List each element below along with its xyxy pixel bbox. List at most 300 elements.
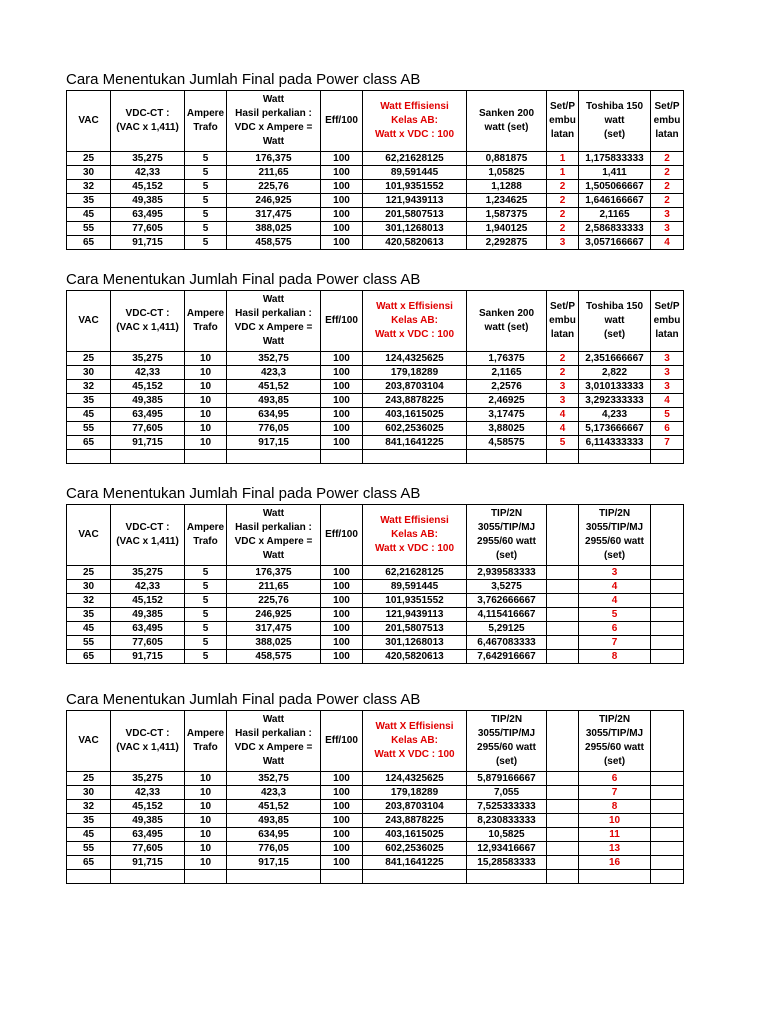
header-device-b: TIP/2N 3055/TIP/MJ 2955/60 watt (set) xyxy=(579,711,651,772)
cell-set-b: 4 xyxy=(651,394,684,408)
header-watt: Watt Hasil perkalian : VDC x Ampere = Watt xyxy=(227,505,321,566)
cell-eff: 100 xyxy=(321,608,363,622)
cell-vdc-ct: 49,385 xyxy=(111,194,185,208)
cell-ampere-trafo: 10 xyxy=(185,366,227,380)
header-eff: Eff/100 xyxy=(321,291,363,352)
cell-set-b xyxy=(651,828,684,842)
cell-device-b: 6 xyxy=(579,622,651,636)
cell-watt: 211,65 xyxy=(227,166,321,180)
cell-watt-effisiensi: 301,1268013 xyxy=(363,636,467,650)
table-row xyxy=(67,408,684,422)
cell-device-a: 8,230833333 xyxy=(467,814,547,828)
cell-device-b: 11 xyxy=(579,828,651,842)
cell-device-a: 0,881875 xyxy=(467,152,547,166)
cell-vac: 30 xyxy=(67,166,111,180)
cell-watt: 458,575 xyxy=(227,236,321,250)
cell-vac: 32 xyxy=(67,380,111,394)
cell-vdc-ct: 45,152 xyxy=(111,800,185,814)
header-ampere-trafo: Ampere Trafo xyxy=(185,291,227,352)
empty-cell xyxy=(579,870,651,884)
cell-set-b: 3 xyxy=(651,222,684,236)
empty-cell xyxy=(651,450,684,464)
cell-device-b: 3,010133333 xyxy=(579,380,651,394)
header-device-a: TIP/2N 3055/TIP/MJ 2955/60 watt (set) xyxy=(467,505,547,566)
table-row xyxy=(67,814,684,828)
cell-watt-effisiensi: 179,18289 xyxy=(363,366,467,380)
cell-vac: 65 xyxy=(67,236,111,250)
cell-vdc-ct: 42,33 xyxy=(111,580,185,594)
cell-eff: 100 xyxy=(321,842,363,856)
cell-vac: 45 xyxy=(67,828,111,842)
cell-set-a xyxy=(547,566,579,580)
cell-set-b: 4 xyxy=(651,236,684,250)
header-device-b: Toshiba 150 watt (set) xyxy=(579,91,651,152)
cell-set-b: 2 xyxy=(651,152,684,166)
cell-device-a: 1,05825 xyxy=(467,166,547,180)
header-eff: Eff/100 xyxy=(321,711,363,772)
cell-watt: 225,76 xyxy=(227,180,321,194)
cell-set-b xyxy=(651,772,684,786)
cell-device-b: 1,646166667 xyxy=(579,194,651,208)
cell-vdc-ct: 45,152 xyxy=(111,594,185,608)
table-row xyxy=(67,436,684,450)
table-row xyxy=(67,352,684,366)
cell-set-b xyxy=(651,594,684,608)
cell-vdc-ct: 35,275 xyxy=(111,152,185,166)
cell-device-a: 2,2576 xyxy=(467,380,547,394)
cell-ampere-trafo: 10 xyxy=(185,814,227,828)
cell-set-a xyxy=(547,608,579,622)
header-watt-effisiensi: Watt Effisiensi Kelas AB: Watt x VDC : 100 xyxy=(363,91,467,152)
cell-vac: 35 xyxy=(67,608,111,622)
header-vdc-ct: VDC-CT : (VAC x 1,411) xyxy=(111,505,185,566)
header-ampere-trafo: Ampere Trafo xyxy=(185,711,227,772)
cell-vac: 65 xyxy=(67,650,111,664)
cell-watt: 451,52 xyxy=(227,800,321,814)
cell-set-b: 3 xyxy=(651,208,684,222)
header-row xyxy=(67,711,684,772)
cell-vdc-ct: 49,385 xyxy=(111,608,185,622)
header-vdc-ct: VDC-CT : (VAC x 1,411) xyxy=(111,91,185,152)
table-body xyxy=(67,91,684,250)
cell-device-a: 12,93416667 xyxy=(467,842,547,856)
table-body xyxy=(67,505,684,664)
cell-set-b: 2 xyxy=(651,194,684,208)
cell-vdc-ct: 63,495 xyxy=(111,622,185,636)
cell-vac: 35 xyxy=(67,814,111,828)
table-row xyxy=(67,608,684,622)
header-row xyxy=(67,91,684,152)
cell-device-a: 1,940125 xyxy=(467,222,547,236)
cell-eff: 100 xyxy=(321,786,363,800)
table-row xyxy=(67,594,684,608)
cell-ampere-trafo: 5 xyxy=(185,566,227,580)
cell-watt: 776,05 xyxy=(227,842,321,856)
table-row xyxy=(67,194,684,208)
cell-device-b: 2,1165 xyxy=(579,208,651,222)
cell-vdc-ct: 42,33 xyxy=(111,786,185,800)
cell-ampere-trafo: 10 xyxy=(185,394,227,408)
header-set-a xyxy=(547,505,579,566)
cell-device-a: 10,5825 xyxy=(467,828,547,842)
cell-device-b: 7 xyxy=(579,636,651,650)
cell-set-b: 3 xyxy=(651,366,684,380)
cell-watt-effisiensi: 203,8703104 xyxy=(363,800,467,814)
header-device-b: Toshiba 150 watt (set) xyxy=(579,291,651,352)
cell-ampere-trafo: 5 xyxy=(185,622,227,636)
cell-vdc-ct: 45,152 xyxy=(111,180,185,194)
cell-set-b: 5 xyxy=(651,408,684,422)
cell-watt: 917,15 xyxy=(227,436,321,450)
cell-watt: 388,025 xyxy=(227,222,321,236)
cell-device-b: 3,292333333 xyxy=(579,394,651,408)
cell-vdc-ct: 77,605 xyxy=(111,222,185,236)
cell-watt-effisiensi: 89,591445 xyxy=(363,580,467,594)
cell-device-b: 5 xyxy=(579,608,651,622)
header-watt: Watt Hasil perkalian : VDC x Ampere = Watt xyxy=(227,91,321,152)
cell-set-b: 3 xyxy=(651,380,684,394)
cell-eff: 100 xyxy=(321,352,363,366)
empty-cell xyxy=(111,870,185,884)
empty-cell xyxy=(651,870,684,884)
table-row xyxy=(67,622,684,636)
cell-eff: 100 xyxy=(321,408,363,422)
cell-watt-effisiensi: 101,9351552 xyxy=(363,180,467,194)
header-row xyxy=(67,505,684,566)
cell-watt: 634,95 xyxy=(227,408,321,422)
cell-device-a: 7,642916667 xyxy=(467,650,547,664)
header-vac: VAC xyxy=(67,505,111,566)
cell-watt-effisiensi: 420,5820613 xyxy=(363,236,467,250)
header-set-b: Set/P embu latan xyxy=(651,291,684,352)
cell-vdc-ct: 77,605 xyxy=(111,842,185,856)
cell-watt: 246,925 xyxy=(227,608,321,622)
cell-set-a xyxy=(547,828,579,842)
power-table-2 xyxy=(66,290,684,464)
cell-eff: 100 xyxy=(321,152,363,166)
cell-watt: 388,025 xyxy=(227,636,321,650)
cell-set-a xyxy=(547,636,579,650)
cell-ampere-trafo: 5 xyxy=(185,180,227,194)
cell-ampere-trafo: 5 xyxy=(185,222,227,236)
cell-ampere-trafo: 10 xyxy=(185,380,227,394)
cell-eff: 100 xyxy=(321,236,363,250)
cell-ampere-trafo: 5 xyxy=(185,594,227,608)
table-row xyxy=(67,236,684,250)
header-watt-effisiensi: Watt Effisiensi Kelas AB: Watt x VDC : 100 xyxy=(363,505,467,566)
cell-watt: 317,475 xyxy=(227,208,321,222)
table-row xyxy=(67,380,684,394)
header-device-a: Sanken 200 watt (set) xyxy=(467,291,547,352)
cell-watt-effisiensi: 201,5807513 xyxy=(363,622,467,636)
cell-device-b: 6,114333333 xyxy=(579,436,651,450)
section-title: Cara Menentukan Jumlah Final pada Power class AB xyxy=(66,271,421,288)
cell-eff: 100 xyxy=(321,422,363,436)
cell-set-b: 3 xyxy=(651,352,684,366)
header-ampere-trafo: Ampere Trafo xyxy=(185,505,227,566)
cell-watt-effisiensi: 124,4325625 xyxy=(363,352,467,366)
cell-set-b xyxy=(651,786,684,800)
cell-vac: 32 xyxy=(67,800,111,814)
cell-vac: 30 xyxy=(67,786,111,800)
empty-cell xyxy=(227,870,321,884)
cell-vac: 32 xyxy=(67,594,111,608)
cell-watt-effisiensi: 301,1268013 xyxy=(363,222,467,236)
cell-ampere-trafo: 10 xyxy=(185,786,227,800)
header-set-a: Set/P embu latan xyxy=(547,91,579,152)
cell-vac: 45 xyxy=(67,408,111,422)
cell-vdc-ct: 63,495 xyxy=(111,208,185,222)
cell-watt-effisiensi: 89,591445 xyxy=(363,166,467,180)
empty-cell xyxy=(547,450,579,464)
cell-watt: 246,925 xyxy=(227,194,321,208)
section-title: Cara Menentukan Jumlah Final pada Power class AB xyxy=(66,71,421,88)
empty-cell xyxy=(227,450,321,464)
cell-eff: 100 xyxy=(321,180,363,194)
cell-set-a: 2 xyxy=(547,352,579,366)
cell-vdc-ct: 35,275 xyxy=(111,352,185,366)
cell-ampere-trafo: 10 xyxy=(185,408,227,422)
cell-watt-effisiensi: 403,1615025 xyxy=(363,408,467,422)
cell-ampere-trafo: 10 xyxy=(185,828,227,842)
cell-watt: 423,3 xyxy=(227,366,321,380)
cell-watt-effisiensi: 203,8703104 xyxy=(363,380,467,394)
header-set-b xyxy=(651,505,684,566)
table-row xyxy=(67,842,684,856)
power-table-4 xyxy=(66,710,684,884)
header-eff: Eff/100 xyxy=(321,505,363,566)
cell-set-b: 6 xyxy=(651,422,684,436)
header-row xyxy=(67,291,684,352)
cell-device-b: 1,175833333 xyxy=(579,152,651,166)
cell-ampere-trafo: 5 xyxy=(185,636,227,650)
empty-cell xyxy=(363,450,467,464)
cell-watt: 317,475 xyxy=(227,622,321,636)
cell-eff: 100 xyxy=(321,208,363,222)
table-row xyxy=(67,580,684,594)
cell-eff: 100 xyxy=(321,856,363,870)
cell-set-a xyxy=(547,594,579,608)
cell-vac: 25 xyxy=(67,352,111,366)
cell-device-a: 2,939583333 xyxy=(467,566,547,580)
section-2 xyxy=(66,270,684,464)
cell-vac: 25 xyxy=(67,152,111,166)
cell-eff: 100 xyxy=(321,650,363,664)
empty-cell xyxy=(67,870,111,884)
cell-ampere-trafo: 10 xyxy=(185,842,227,856)
table-body xyxy=(67,711,684,884)
cell-watt-effisiensi: 841,1641225 xyxy=(363,436,467,450)
cell-vdc-ct: 77,605 xyxy=(111,422,185,436)
table-row xyxy=(67,786,684,800)
cell-watt-effisiensi: 420,5820613 xyxy=(363,650,467,664)
cell-set-a xyxy=(547,580,579,594)
cell-ampere-trafo: 5 xyxy=(185,166,227,180)
cell-set-a xyxy=(547,814,579,828)
cell-device-a: 4,115416667 xyxy=(467,608,547,622)
header-device-a: Sanken 200 watt (set) xyxy=(467,91,547,152)
cell-vac: 45 xyxy=(67,208,111,222)
cell-watt: 634,95 xyxy=(227,828,321,842)
cell-vac: 35 xyxy=(67,194,111,208)
cell-watt: 352,75 xyxy=(227,352,321,366)
cell-watt: 352,75 xyxy=(227,772,321,786)
cell-watt: 776,05 xyxy=(227,422,321,436)
cell-ampere-trafo: 5 xyxy=(185,608,227,622)
cell-eff: 100 xyxy=(321,622,363,636)
cell-device-a: 2,46925 xyxy=(467,394,547,408)
cell-device-a: 3,88025 xyxy=(467,422,547,436)
cell-watt-effisiensi: 201,5807513 xyxy=(363,208,467,222)
header-device-a: TIP/2N 3055/TIP/MJ 2955/60 watt (set) xyxy=(467,711,547,772)
section-4 xyxy=(66,690,684,884)
cell-device-b: 2,822 xyxy=(579,366,651,380)
cell-watt-effisiensi: 841,1641225 xyxy=(363,856,467,870)
cell-device-b: 1,505066667 xyxy=(579,180,651,194)
cell-watt: 423,3 xyxy=(227,786,321,800)
empty-cell xyxy=(321,450,363,464)
cell-watt-effisiensi: 62,21628125 xyxy=(363,566,467,580)
cell-vdc-ct: 35,275 xyxy=(111,566,185,580)
table-row xyxy=(67,800,684,814)
cell-vac: 55 xyxy=(67,222,111,236)
cell-device-b: 10 xyxy=(579,814,651,828)
cell-watt: 176,375 xyxy=(227,152,321,166)
table-row xyxy=(67,166,684,180)
cell-eff: 100 xyxy=(321,800,363,814)
cell-vdc-ct: 77,605 xyxy=(111,636,185,650)
cell-device-a: 3,5275 xyxy=(467,580,547,594)
cell-vac: 25 xyxy=(67,772,111,786)
section-title: Cara Menentukan Jumlah Final pada Power class AB xyxy=(66,485,421,502)
cell-device-a: 3,17475 xyxy=(467,408,547,422)
cell-set-a xyxy=(547,650,579,664)
empty-cell xyxy=(467,450,547,464)
cell-set-b xyxy=(651,636,684,650)
cell-watt: 211,65 xyxy=(227,580,321,594)
empty-cell xyxy=(467,870,547,884)
table-row xyxy=(67,650,684,664)
cell-device-a: 5,29125 xyxy=(467,622,547,636)
table-row xyxy=(67,394,684,408)
cell-eff: 100 xyxy=(321,166,363,180)
header-eff: Eff/100 xyxy=(321,91,363,152)
cell-watt-effisiensi: 602,2536025 xyxy=(363,842,467,856)
cell-set-a: 3 xyxy=(547,236,579,250)
empty-cell xyxy=(67,450,111,464)
cell-device-b: 4,233 xyxy=(579,408,651,422)
cell-vdc-ct: 49,385 xyxy=(111,814,185,828)
cell-vdc-ct: 35,275 xyxy=(111,772,185,786)
cell-set-a xyxy=(547,856,579,870)
cell-device-a: 6,467083333 xyxy=(467,636,547,650)
cell-ampere-trafo: 10 xyxy=(185,856,227,870)
cell-vdc-ct: 91,715 xyxy=(111,436,185,450)
cell-watt-effisiensi: 243,8878225 xyxy=(363,814,467,828)
cell-vdc-ct: 45,152 xyxy=(111,380,185,394)
cell-device-a: 2,1165 xyxy=(467,366,547,380)
cell-vac: 45 xyxy=(67,622,111,636)
cell-device-a: 5,879166667 xyxy=(467,772,547,786)
cell-set-a: 2 xyxy=(547,208,579,222)
header-ampere-trafo: Ampere Trafo xyxy=(185,91,227,152)
empty-cell xyxy=(185,450,227,464)
table-body xyxy=(67,291,684,464)
section-3 xyxy=(66,484,684,664)
cell-watt-effisiensi: 403,1615025 xyxy=(363,828,467,842)
cell-vac: 25 xyxy=(67,566,111,580)
cell-device-b: 6 xyxy=(579,772,651,786)
cell-set-a: 4 xyxy=(547,408,579,422)
cell-set-a xyxy=(547,772,579,786)
cell-watt-effisiensi: 602,2536025 xyxy=(363,422,467,436)
cell-eff: 100 xyxy=(321,436,363,450)
cell-vac: 30 xyxy=(67,366,111,380)
cell-device-b: 13 xyxy=(579,842,651,856)
cell-watt-effisiensi: 62,21628125 xyxy=(363,152,467,166)
cell-set-b xyxy=(651,566,684,580)
cell-set-a: 5 xyxy=(547,436,579,450)
table-row xyxy=(67,828,684,842)
table-row xyxy=(67,152,684,166)
header-vdc-ct: VDC-CT : (VAC x 1,411) xyxy=(111,291,185,352)
cell-vdc-ct: 91,715 xyxy=(111,856,185,870)
header-set-b xyxy=(651,711,684,772)
cell-watt-effisiensi: 121,9439113 xyxy=(363,608,467,622)
cell-device-b: 3,057166667 xyxy=(579,236,651,250)
cell-vdc-ct: 42,33 xyxy=(111,366,185,380)
cell-set-a xyxy=(547,842,579,856)
cell-vac: 55 xyxy=(67,842,111,856)
cell-ampere-trafo: 10 xyxy=(185,436,227,450)
cell-ampere-trafo: 5 xyxy=(185,208,227,222)
table-row xyxy=(67,772,684,786)
cell-device-b: 2,586833333 xyxy=(579,222,651,236)
cell-device-b: 8 xyxy=(579,650,651,664)
cell-set-a: 2 xyxy=(547,180,579,194)
cell-ampere-trafo: 5 xyxy=(185,580,227,594)
cell-watt-effisiensi: 179,18289 xyxy=(363,786,467,800)
cell-ampere-trafo: 10 xyxy=(185,422,227,436)
cell-set-a: 2 xyxy=(547,194,579,208)
cell-device-b: 16 xyxy=(579,856,651,870)
table-row xyxy=(67,366,684,380)
cell-vdc-ct: 63,495 xyxy=(111,828,185,842)
cell-watt: 176,375 xyxy=(227,566,321,580)
empty-cell xyxy=(579,450,651,464)
cell-eff: 100 xyxy=(321,194,363,208)
header-set-a: Set/P embu latan xyxy=(547,291,579,352)
cell-eff: 100 xyxy=(321,222,363,236)
cell-eff: 100 xyxy=(321,394,363,408)
cell-device-b: 3 xyxy=(579,566,651,580)
cell-device-a: 1,76375 xyxy=(467,352,547,366)
cell-ampere-trafo: 5 xyxy=(185,650,227,664)
cell-set-b xyxy=(651,814,684,828)
empty-cell xyxy=(363,870,467,884)
cell-eff: 100 xyxy=(321,380,363,394)
table-row xyxy=(67,222,684,236)
section-1 xyxy=(66,70,684,250)
cell-vac: 55 xyxy=(67,422,111,436)
cell-device-a: 7,055 xyxy=(467,786,547,800)
header-vdc-ct: VDC-CT : (VAC x 1,411) xyxy=(111,711,185,772)
cell-vac: 32 xyxy=(67,180,111,194)
cell-set-a xyxy=(547,786,579,800)
table-row xyxy=(67,856,684,870)
cell-device-a: 1,587375 xyxy=(467,208,547,222)
cell-set-b xyxy=(651,800,684,814)
